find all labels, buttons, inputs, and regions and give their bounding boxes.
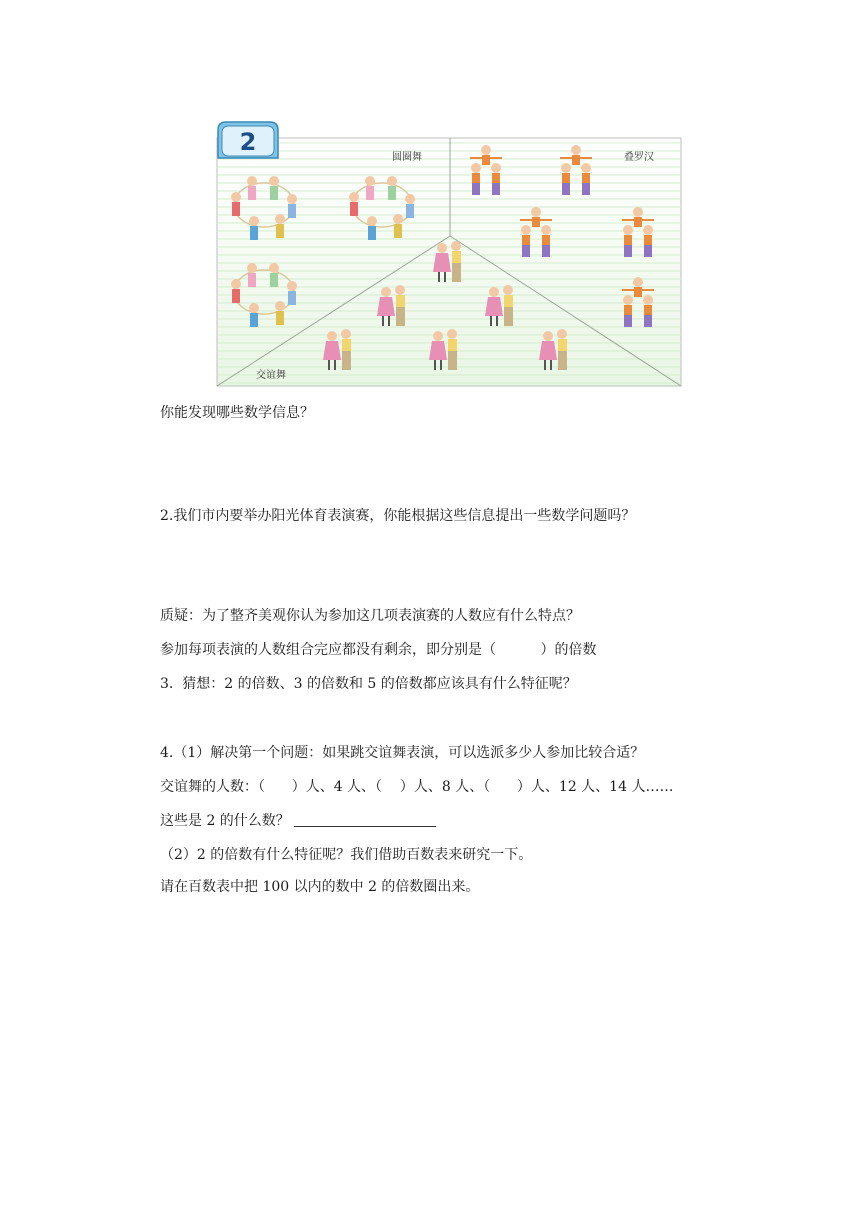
label-social-dance: 交谊舞 [256,370,286,381]
label-acrobatics: 叠罗汉 [624,152,654,163]
doubt-question: 质疑：为了整齐美观你认为参加这几项表演赛的人数应有什么特点？ [160,608,580,624]
dance-scene-graphic [214,120,684,388]
instruction-circle-multiples: 请在百数表中把 100 以内的数中 2 的倍数圈出来。 [160,879,480,895]
doubt-answer-line: 参加每项表演的人数组合完应都没有剩余，即分别是（ ）的倍数 [160,642,597,658]
question-multiples-text: 这些是 2 的什么数？ [160,813,290,829]
social-dance-people-count: 交谊舞的人数：（ ）人、4 人、（ ）人、8 人、（ ）人、12 人、14 人…… [160,779,674,795]
answer-blank[interactable] [294,812,436,827]
question-3: 3. 猜想：2 的倍数、3 的倍数和 5 的倍数都应该具有什么特征呢？ [160,676,577,692]
question-4-part-2: （2）2 的倍数有什么特征呢？我们借助百数表来研究一下。 [160,847,533,863]
label-circle-dance: 圆圈舞 [392,152,422,163]
dance-illustration [214,120,684,388]
number-badge [218,122,278,158]
question-math-info: 你能发现哪些数学信息？ [160,405,314,421]
badge-number: 2 [239,128,257,156]
question-4-part-1: 4.（1）解决第一个问题：如果跳交谊舞表演，可以选派多少人参加比较合适？ [160,745,645,761]
question-2: 2.我们市内要举办阳光体育表演赛，你能根据这些信息提出一些数学问题吗？ [160,508,636,524]
question-multiples-of-2 [160,811,436,831]
